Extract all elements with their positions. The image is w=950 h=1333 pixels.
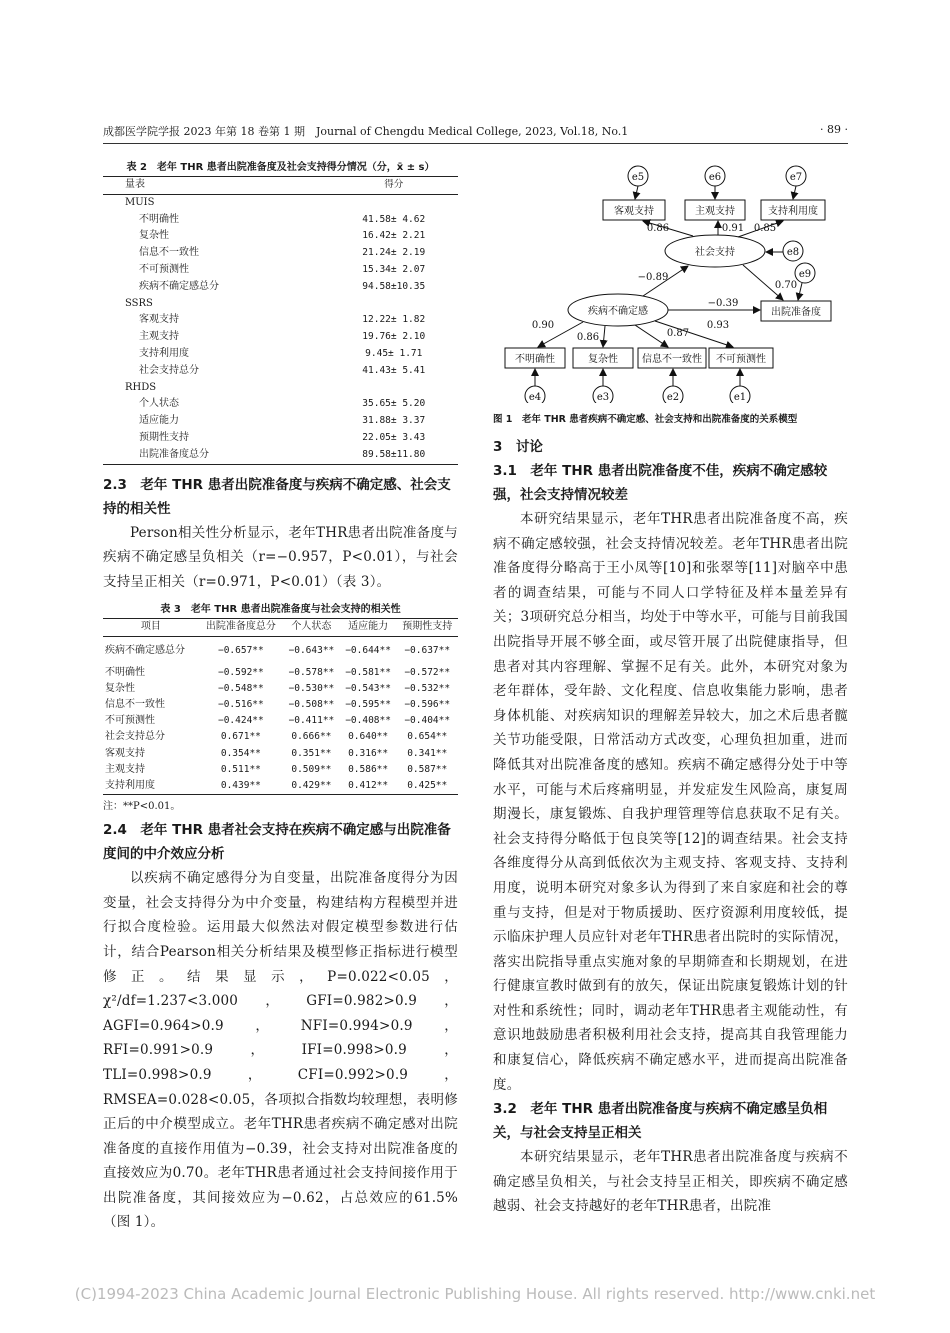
table-row — [103, 262, 458, 279]
table3-value: 0.429** — [283, 778, 340, 795]
box-label-subjective: 主观支持 — [695, 206, 735, 217]
table2-value: 15.34± 2.07 — [362, 263, 426, 275]
table3-value: −0.596** — [404, 698, 451, 710]
label-e9: e9 — [798, 269, 812, 280]
ellipse-label-uncertainty: 疾病不确定感 — [588, 306, 648, 317]
label-e8: e8 — [786, 247, 800, 258]
table3-header — [103, 619, 458, 636]
table-row — [103, 228, 458, 245]
ellipse-label-social: 社会支持 — [695, 247, 735, 258]
table-row — [103, 430, 458, 447]
section-3-1-text: 本研究结果显示，老年THR患者出院准备度不高，疾病不确定感较强，社会支持情况较差。老年THR患者出院准备度得分略高于王小凤等[10]和张翠等[11]对脑卒中患者的调查结果，可能与不同人口学特征及样本量差异有关；3项研究总分相当，均处于中等水平，可能与目前我国出院指导开展不够全面，或尽管开展了出院健康指导，但患者对其内容理解、掌握不足有关。此外，本研究对象为老年群体，受年龄、文化程度、信息收集能力影响，患者身体机能、对疾病知识的理解差异较大，加之术后患者髋关节功能受限，日常活动方式改变，心理负担加重，进而降低其对出院准备度的感知。疾病不确定感得分处于中等水平，可能与术后疼痛明显，并发症发生风险高，康复周期漫长，康复锻炼、自我护理管理等信息获取不足有关。社会支持得分略低于包良笑等[12]的调查结果。社会支持各维度得分从高到低依次为主观支持、客观支持、支持利用度，说明本研究对象多认为得到了来自家庭和社会的尊重与支持，但是对于物质援助、医疗资源利用度较低，提示临床护理人员应针对老年THR患者出院时的实际情况，落实出院指导重点实施对象的早期筛查和长期规划，在进行健康宣教时做到有的放矢，保证出院康复锻炼计划的针对性和系统性；同时，调动老年THR患者主观能动性，有意识地鼓励患者积极利用社会支持，提高其自我管理能力和康复信心，降低疾病不确定感水平，进而提高出院准备度。 — [493, 511, 848, 1093]
table2-label: 适应能力 — [139, 415, 179, 427]
table2-label: 复杂性 — [139, 230, 169, 242]
table2-label: 不明确性 — [139, 213, 179, 225]
table2-caption: 表 2 老年 THR 患者出院准备度及社会支持得分情况（分，x̄ ± s） — [126, 162, 435, 173]
table-row — [103, 729, 458, 745]
table2-value: 94.58±10.35 — [362, 280, 426, 292]
running-header — [103, 123, 848, 144]
label-e3: e3 — [596, 392, 610, 403]
table3-note: 注：**P<0.01。 — [103, 801, 181, 813]
table2-label: 信息不一致性 — [139, 247, 199, 259]
table3-value: −0.592** — [217, 666, 264, 678]
table-row — [103, 212, 458, 229]
table3-label: 不可预测性 — [105, 715, 155, 727]
section-2-4-heading: 2.4 老年 THR 患者社会支持在疾病不确定感与出院准备度间的中介效应分析 — [103, 822, 451, 863]
table3-header-cell: 出院准备度总分 — [199, 619, 283, 636]
table2-header — [103, 177, 458, 195]
table-row — [103, 363, 458, 380]
box-label-complexity: 复杂性 — [588, 354, 618, 365]
path-coef: 0.87 — [666, 328, 690, 339]
table2-label: 个人状态 — [139, 398, 179, 410]
section-3-heading: 3 讨论 — [493, 439, 543, 455]
table2-label: 预期性支持 — [139, 431, 189, 443]
table2-value: 12.22± 1.82 — [362, 314, 426, 326]
table-row — [103, 762, 458, 778]
table-row — [103, 380, 458, 397]
table3-value: 0.509** — [291, 763, 332, 775]
table3-value: −0.644** — [345, 645, 391, 657]
table3-label: 客观支持 — [105, 747, 145, 759]
table3-value: −0.543** — [345, 682, 391, 694]
table2-label: 客观支持 — [139, 314, 179, 326]
page-number: · 89 · — [820, 123, 848, 136]
section-3-2-heading: 3.2 老年 THR 患者出院准备度与疾病不确定感呈负相关，与社会支持呈正相关 — [493, 1101, 828, 1142]
table3-value: 0.640** — [348, 731, 389, 743]
right-column — [493, 158, 848, 1219]
table2-value: 35.65± 5.20 — [362, 398, 426, 410]
table3-value: −0.637** — [404, 645, 451, 657]
table-row — [103, 636, 458, 665]
table-row — [103, 279, 458, 296]
path-coef: 0.86 — [576, 332, 600, 343]
table2-value — [330, 194, 458, 211]
table3-value: −0.508** — [288, 698, 335, 710]
table3-label: 支持利用度 — [103, 778, 199, 795]
label-e7: e7 — [789, 172, 803, 183]
path-coef: 0.91 — [721, 223, 745, 234]
label-e5: e5 — [631, 172, 645, 183]
table2-value: 21.24± 2.19 — [362, 247, 426, 259]
table3-value: 0.425** — [396, 778, 458, 795]
table3-label: 不明确性 — [105, 666, 145, 678]
table3-label: 社会支持总分 — [105, 731, 165, 743]
section-3-1-heading: 3.1 老年 THR 患者出院准备度不佳，疾病不确定感较强，社会支持情况较差 — [493, 463, 828, 503]
table3-value: 0.412** — [340, 778, 397, 795]
table2-label: 出院准备度总分 — [103, 447, 330, 464]
table3-value: −0.424** — [217, 715, 264, 727]
table3-value: −0.595** — [345, 698, 391, 710]
table2-value: 41.58± 4.62 — [362, 213, 426, 225]
label-e1: e1 — [733, 392, 747, 403]
table3-value: −0.581** — [345, 666, 391, 678]
table3-label: 主观支持 — [105, 763, 145, 775]
table3 — [103, 618, 458, 795]
path-coef: 0.93 — [706, 320, 730, 331]
table3-value: 0.439** — [199, 778, 283, 795]
table-row — [103, 296, 458, 313]
table3-value: 0.316** — [348, 747, 389, 759]
table2-label: SSRS — [125, 297, 153, 309]
path-coef: −0.89 — [637, 272, 669, 283]
table-row — [103, 778, 458, 795]
table-row — [103, 665, 458, 681]
path-coef: −0.39 — [707, 298, 739, 309]
table2-value: 31.88± 3.37 — [362, 415, 426, 427]
table3-header-cell: 预期性支持 — [396, 619, 458, 636]
table-row — [103, 713, 458, 729]
table3-value: −0.404** — [404, 715, 451, 727]
table2-value — [330, 296, 458, 313]
table3-header-cell: 个人状态 — [283, 619, 340, 636]
table3-label: 信息不一致性 — [105, 698, 165, 710]
table2-value: 19.76± 2.10 — [362, 331, 426, 343]
label-e6: e6 — [708, 172, 722, 183]
table3-value: 0.354** — [220, 747, 261, 759]
section-2-3-heading: 2.3 老年 THR 患者出院准备度与疾病不确定感、社会支持的相关性 — [103, 476, 451, 517]
box-label-unpredictability: 不可预测性 — [716, 354, 766, 365]
copyright-footer: (C)1994-2023 China Academic Journal Electronic Publishing House. All rights reserved. http://www.cnki.net — [74, 1285, 876, 1303]
mediation-model-figure — [493, 158, 848, 403]
table2-value: 9.45± 1.71 — [365, 347, 423, 359]
table-row — [103, 447, 458, 464]
label-e2: e2 — [666, 392, 680, 403]
table3-value: −0.532** — [404, 682, 451, 694]
table2-label: 社会支持总分 — [139, 364, 199, 376]
journal-title: 成都医学院学报 2023 年第 18 卷第 1 期 Journal of Chengdu Medical College, 2023, Vol.18, No.1 — [103, 125, 629, 138]
table-row — [103, 396, 458, 413]
path-coef: 0.85 — [753, 223, 777, 234]
table3-value: 0.671** — [220, 731, 261, 743]
table-row — [103, 329, 458, 346]
table3-value: −0.516** — [217, 698, 264, 710]
section-2-3-text: Person相关性分析显示，老年THR患者出院准备度与疾病不确定感呈负相关（r=−0.957，P<0.01），与社会支持呈正相关（r=0.971，P<0.01）（表 3）。 — [103, 524, 458, 590]
figure1-caption: 图 1 老年 THR 患者疾病不确定感、社会支持和出院准备度的关系模型 — [493, 414, 798, 425]
table-row — [103, 413, 458, 430]
path-coef: 0.86 — [646, 223, 670, 234]
table3-label: 疾病不确定感总分 — [105, 645, 185, 657]
box-label-utilization: 支持利用度 — [768, 206, 818, 217]
table2-label: 疾病不确定感总分 — [139, 280, 219, 292]
table-row — [103, 697, 458, 713]
table2-value: 89.58±11.80 — [330, 447, 458, 464]
table3-value: −0.643** — [288, 645, 335, 657]
table3-value: −0.548** — [217, 682, 264, 694]
left-column — [103, 158, 458, 1235]
table2-value — [330, 380, 458, 397]
box-label-readiness: 出院准备度 — [771, 307, 821, 318]
section-3-2-text: 本研究结果显示，老年THR患者出院准备度与疾病不确定感呈负相关，与社会支持呈正相关，即疾病不确定感越弱、社会支持越好的老年THR患者，出院准 — [493, 1149, 848, 1215]
table2-label: 支持利用度 — [139, 347, 189, 359]
table3-caption: 表 3 老年 THR 患者出院准备度与社会支持的相关性 — [160, 604, 401, 616]
table3-header-cell: 项目 — [103, 619, 199, 636]
table3-value: −0.578** — [288, 666, 335, 678]
table3-value: −0.572** — [404, 666, 451, 678]
box-label-objective: 客观支持 — [614, 206, 654, 217]
table2-label: 不可预测性 — [139, 263, 189, 275]
table3-value: −0.530** — [288, 682, 335, 694]
table3-header-cell: 适应能力 — [340, 619, 397, 636]
table3-value: 0.586** — [348, 763, 389, 775]
table3-value: 0.341** — [407, 747, 448, 759]
table2-col2: 得分 — [330, 177, 458, 195]
table2-col1: 量表 — [103, 177, 330, 195]
label-e4: e4 — [528, 392, 542, 403]
table3-value: 0.587** — [407, 763, 448, 775]
table3-value: −0.411** — [288, 715, 335, 727]
table-row — [103, 346, 458, 363]
table3-value: −0.408** — [345, 715, 391, 727]
table3-value: 0.654** — [407, 731, 448, 743]
path-coef: 0.90 — [531, 320, 555, 331]
table2 — [103, 176, 458, 465]
path-coef: 0.70 — [774, 280, 798, 291]
table3-value: 0.511** — [220, 763, 261, 775]
table2-value: 16.42± 2.21 — [362, 230, 426, 242]
table-row — [103, 746, 458, 762]
section-2-4-text: 以疾病不确定感得分为自变量，出院准备度得分为因变量，社会支持得分为中介变量，构建结构方程模型并进行拟合度检验。运用最大似然法对假定模型参数进行估计，结合Pearson相关分析结果及模型修正指标进行模型修正。结果显示，P=0.022<0.05，χ²/df=1.237<3.000，GFI=0.982>0.9，AGFI=0.964>0.9，NFI=0.994>0.9，RFI=0.991>0.9，IFI=0.998>0.9，TLI=0.998>0.9，CFI=0.992>0.9，RMSEA=0.028<0.05，各项拟合指数均较理想，表明修正后的中介模型成立。老年THR患者疾病不确定感对出院准备度的直接作用值为−0.39，社会支持对出院准备度的直接效应为0.70。老年THR患者通过社会支持间接作用于出院准备度，其间接效应为−0.62，占总效应的61.5%（图 1）。 — [103, 870, 458, 1231]
table-row — [103, 245, 458, 262]
table3-label: 复杂性 — [105, 682, 135, 694]
table3-value: −0.657** — [217, 645, 264, 657]
table2-label: MUIS — [125, 196, 155, 208]
table2-label: 主观支持 — [139, 331, 179, 343]
table3-value: 0.666** — [291, 731, 332, 743]
table3-value: 0.351** — [291, 747, 332, 759]
table-row — [103, 194, 458, 211]
table-row — [103, 681, 458, 697]
table-row — [103, 312, 458, 329]
box-label-inconsistency: 信息不一致性 — [642, 354, 702, 365]
box-label-ambiguity: 不明确性 — [515, 354, 555, 365]
table2-label: RHDS — [125, 381, 157, 393]
table2-value: 22.05± 3.43 — [362, 431, 426, 443]
table2-value: 41.43± 5.41 — [362, 364, 426, 376]
